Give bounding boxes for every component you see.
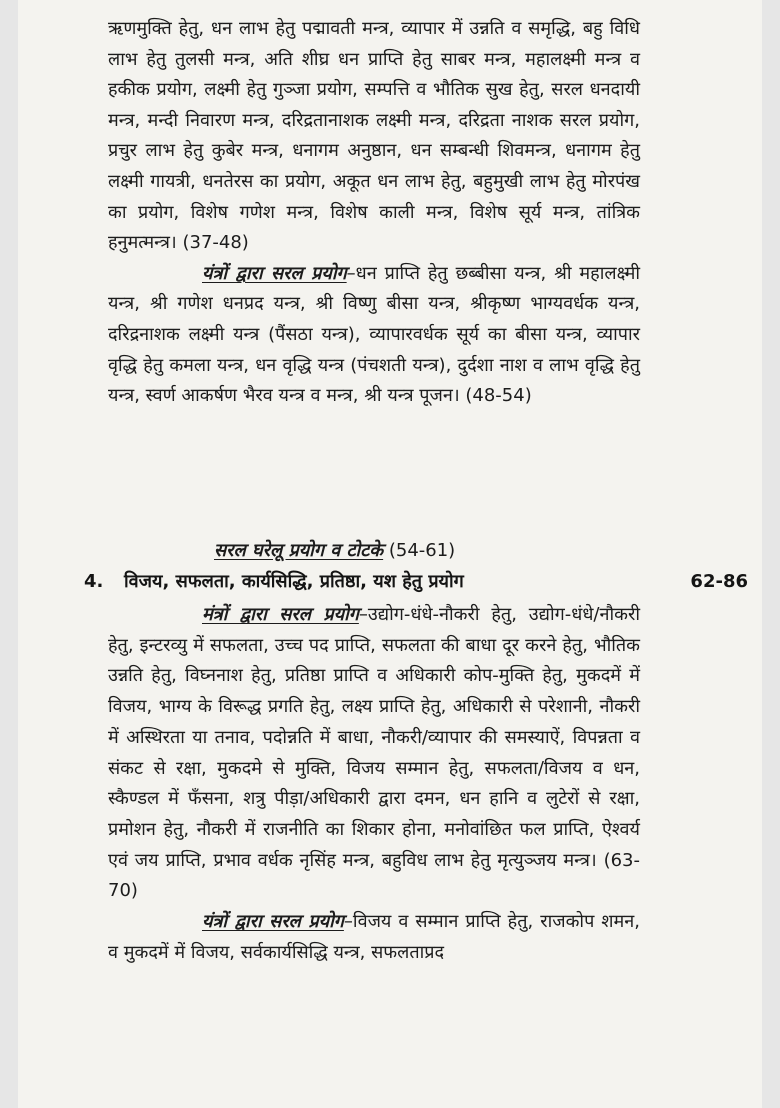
chapter-title: विजय, सफलता, कार्यसिद्धि, प्रतिष्ठा, यश हेतु प्रयोग bbox=[124, 571, 464, 592]
section-pages: (54-61) bbox=[383, 540, 456, 561]
chapter-pages: 62-86 bbox=[690, 571, 748, 592]
section-heading-yantra: यंत्रों द्वारा सरल प्रयोग bbox=[202, 911, 344, 933]
paragraph-text: –उद्योग-धंधे-नौकरी हेतु, उद्योग-धंधे/नौकरी हेतु, इन्टरव्यु में सफलता, उच्च पद प्राप्ति, सफलता की बाधा दूर करने हेतु, भौतिक उन्नति हेतु, विघ्ननाश हेतु, प्रतिष्ठा प्राप्ति व अधिकारी कोप-मुक्ति हेतु, मुकदमें में विजय, भाग्य के विरूद्ध प्रगति हेतु, लक्ष्य प्राप्ति हेतु, अधिकारी से परेशानी, नौकरी में अस्थिरता या तनाव, पदोन्नति में बाधा, नौकरी/व्यापार की समस्याऐं, विपन्नता व संकट से रक्षा, मुकदमे से मुक्ति, विजय सम्मान हेतु, सफलता/विजय व धन, स्कैण्डल में फँसना, शत्रु पीड़ा/अधिकारी द्वारा दमन, धन हानि व लुटेरों से रक्षा, प्रमोशन हेतु, नौकरी में राजनीति का शिकार होना, मनोवांछित फल प्राप्ति, ऐश्वर्य एवं जय प्राप्ति, प्रभाव वर्धक नृसिंह मन्त्र, बहुविध लाभ हेतु मृत्युञ्जय मन्त्र। (63-70) bbox=[108, 604, 640, 902]
paragraph-success-yantras bbox=[108, 907, 640, 968]
paragraph-money-mantras: ऋणमुक्ति हेतु, धन लाभ हेतु पद्मावती मन्त्र, व्यापार में उन्नति व समृद्धि, बहु विधि लाभ हेतु तुलसी मन्त्र, अति शीघ्र धन प्राप्ति हेतु साबर मन्त्र, महालक्ष्मी मन्त्र व हकीक प्रयोग, लक्ष्मी हेतु गुञ्जा प्रयोग, सम्पत्ति व भौतिक सुख हेतु, सरल धनदायी मन्त्र, मन्दी निवारण मन्त्र, दरिद्रतानाशक लक्ष्मी मन्त्र, दरिद्रता नाशक सरल प्रयोग, प्रचुर लाभ हेतु कुबेर मन्त्र, धनागम अनुष्ठान, धन सम्बन्धी शिवमन्त्र, धनागम हेतु लक्ष्मी गायत्री, धनतेरस का प्रयोग, अकूत धन लाभ हेतु, बहुमुखी लाभ हेतु मोरपंख का प्रयोग, विशेष गणेश मन्त्र, विशेष काली मन्त्र, विशेष सूर्य मन्त्र, तांत्रिक हनुमत्मन्त्र। (37-48) bbox=[108, 18, 640, 254]
page-body-bottom bbox=[108, 600, 640, 968]
paragraph-text: –विजय व सम्मान प्राप्ति हेतु, राजकोप शमन, व मुकदमें में विजय, सर्वकार्यसिद्धि यन्त्र, सफलताप्रद bbox=[108, 911, 641, 963]
section-home-remedies bbox=[214, 536, 455, 566]
section-heading-mantra: मंत्रों द्वारा सरल प्रयोग bbox=[202, 604, 359, 625]
section-heading-remedies: सरल घरेलू प्रयोग व टोटके bbox=[214, 540, 384, 561]
paragraph-success-mantras bbox=[108, 600, 640, 907]
section-heading-yantra: यंत्रों द्वारा सरल प्रयोग bbox=[202, 262, 347, 284]
paragraph-money-yantras bbox=[108, 259, 640, 412]
paragraph-text: –धन प्राप्ति हेतु छब्बीसा यन्त्र, श्री महालक्ष्मी यन्त्र, श्री गणेश धनप्रद यन्त्र, श्री विष्णु बीसा यन्त्र, श्रीकृष्ण भाग्यवर्धक यन्त्र, दरिद्रनाशक लक्ष्मी यन्त्र (पैंसठा यन्त्र), व्यापारवर्धक सूर्य का बीसा यन्त्र, व्यापार वृद्धि हेतु कमला यन्त्र, धन वृद्धि यन्त्र (पंचशती यन्त्र), दुर्दशा नाश व लाभ वृद्धि हेतु यन्त्र, स्वर्ण आकर्षण भैरव यन्त्र व मन्त्र, श्री यन्त्र पूजन। (48-54) bbox=[108, 262, 641, 407]
chapter-number: 4. bbox=[84, 571, 104, 592]
page-body-top bbox=[108, 14, 640, 412]
